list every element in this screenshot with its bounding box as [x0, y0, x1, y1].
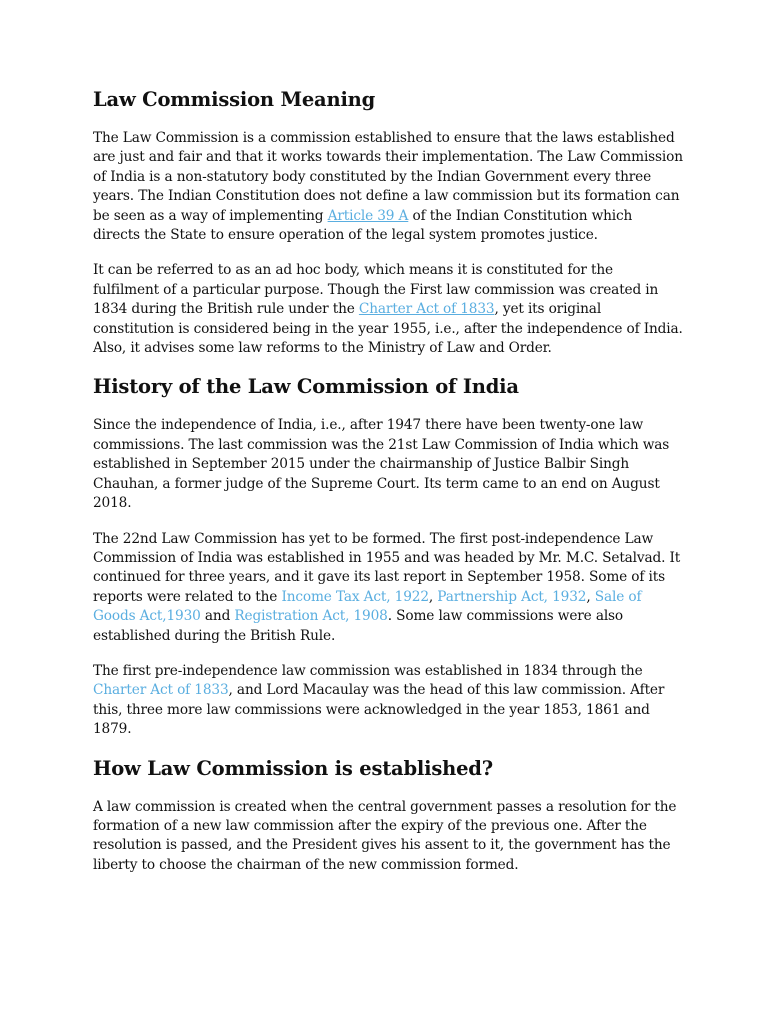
- link-partnership-act[interactable]: Partnership Act, 1932: [437, 588, 587, 605]
- section-heading-meaning: Law Commission Meaning: [93, 88, 376, 111]
- paragraph-text: It can be referred to as an ad hoc body, which means it is constituted for the fulfilment of a particular purpose. Though the First law commission was created in 1834 during the British rule under the: [93, 262, 659, 318]
- paragraph-text: , yet its original constitution is considered being in the year 1955, i.e., after the independence of India. Also, it advises some law reforms to the Ministry of Law and Order.: [93, 301, 683, 357]
- paragraph-text: , and Lord Macaulay was the head of this law commission. After this, three more law commissions were acknowledged in the year 1853, 1861 and 1879.: [93, 682, 665, 738]
- link-sale-of-goods-act[interactable]: Sale of Goods Act,1930: [93, 588, 642, 625]
- paragraph-text: . Some law commissions were also established during the British Rule.: [93, 608, 624, 644]
- section-heading-history: History of the Law Commission of India: [93, 375, 519, 399]
- paragraph-text: The 22nd Law Commission has yet to be formed. The first post-independence Law Commission of India was established in 1955 and was headed by Mr. M.C. Setalvad. It continued for three years, and it gave its last report in September 1958. Some of its reports were related to the: [93, 530, 681, 605]
- document-content: [93, 87, 683, 891]
- link-charter-act-1833[interactable]: Charter Act of 1833: [93, 682, 229, 699]
- paragraph: [93, 261, 683, 358]
- separator-text: ,: [586, 588, 595, 605]
- paragraph-text: The Law Commission is a commission established to ensure that the laws established are just and fair and that it works towards their implementation. The Law Commission of India is a non-statutory body constituted by the Indian Government every three years. The Indian Constitution does not define a law commission but its formation can be seen as a way of implementing: [93, 130, 683, 224]
- link-income-tax-act[interactable]: Income Tax Act, 1922: [281, 588, 429, 605]
- paragraph: Since the independence of India, i.e., after 1947 there have been twenty-one law commissions. The last commission was the 21st Law Commission of India which was established in September 2015 under the chairmanship of Justice Balbir Singh Chauhan, a former judge of the Supreme Court. Its term came to an end on August 2018.: [93, 417, 670, 512]
- paragraph-text: The first pre-independence law commission was established in 1834 through the: [93, 662, 643, 679]
- paragraph: A law commission is created when the central government passes a resolution for the formation of a new law commission after the expiry of the previous one. After the resolution is passed, and the President gives his assent to it, the government has the liberty to choose the chairman of the new commission formed.: [93, 798, 677, 873]
- link-registration-act[interactable]: Registration Act, 1908: [234, 608, 388, 625]
- paragraph: [93, 662, 683, 740]
- separator-text: and: [200, 608, 235, 625]
- paragraph-text: of the Indian Constitution which directs the State to ensure operation of the legal system promotes justice.: [93, 207, 633, 244]
- link-charter-act-1833[interactable]: Charter Act of 1833: [358, 301, 495, 318]
- paragraph: [93, 129, 683, 245]
- paragraph: [93, 530, 683, 646]
- section-heading-establishment: How Law Commission is established?: [93, 756, 493, 780]
- link-article-39a[interactable]: Article 39 A: [327, 207, 409, 224]
- separator-text: ,: [428, 588, 438, 605]
